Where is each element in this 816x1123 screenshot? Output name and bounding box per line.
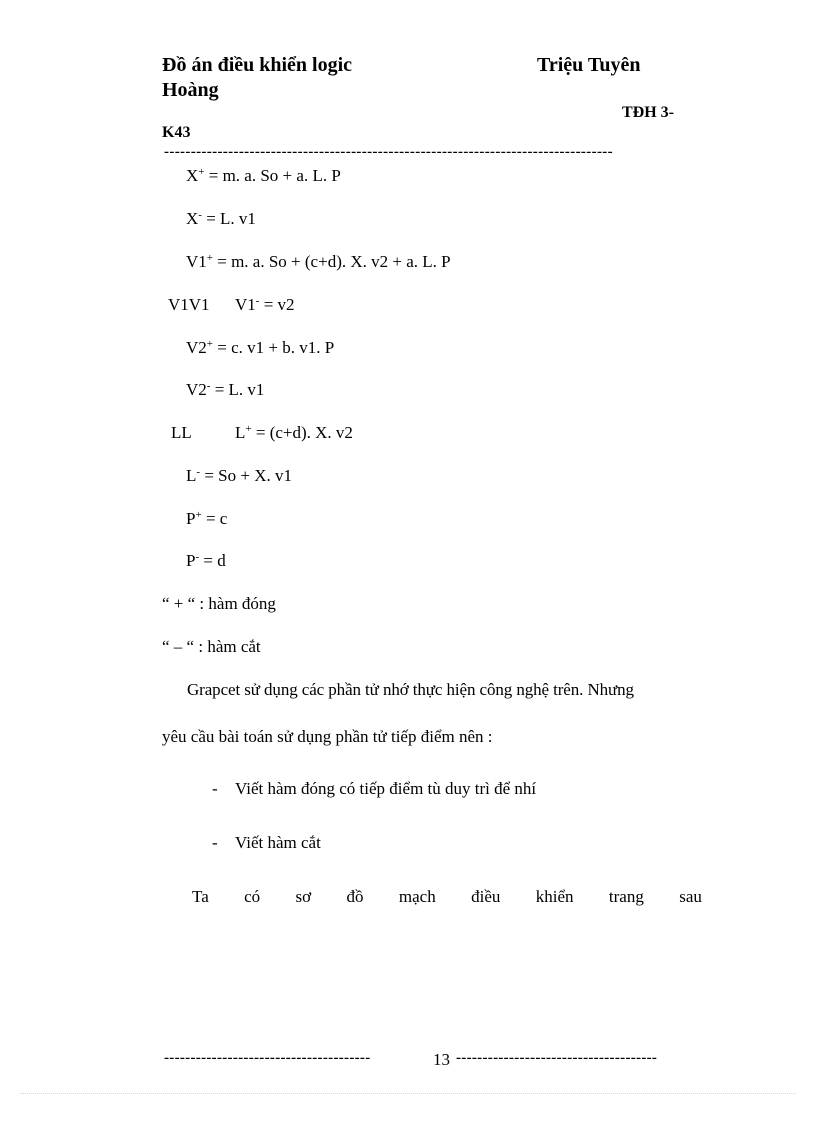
equation-v2-plus: V2+ = c. v1 + b. v1. P: [186, 338, 335, 357]
equation-v1-minus: V1- = v2: [235, 295, 295, 314]
equation-l-plus: L+ = (c+d). X. v2: [235, 423, 353, 442]
equation-x-plus: X+ = m. a. So + a. L. P: [186, 166, 341, 185]
equation-l-label: LL: [171, 423, 192, 442]
equation-p-minus: P- = d: [186, 551, 226, 570]
paragraph-line-1: Grapcet sử dụng các phần tử nhớ thực hiện công nghệ trên. Nhưng: [187, 680, 634, 699]
class-code: TĐH 3-: [622, 104, 674, 121]
word: đồ: [346, 887, 364, 906]
equation-v2-minus: V2- = L. v1: [186, 380, 265, 399]
footer-rule-right: --------------------------------------: [456, 1050, 658, 1066]
legend-cut-function: “ – “ : hàm cắt: [162, 637, 261, 656]
word: sau: [679, 887, 702, 906]
word: sơ: [295, 887, 312, 906]
footer-rule-left: ---------------------------------------: [164, 1050, 371, 1066]
word: có: [244, 887, 261, 906]
header-rule: ------------------------------------------------------------------------------------: [164, 144, 613, 160]
word: điều: [471, 887, 501, 906]
class-code-continued: K43: [162, 124, 191, 141]
page-edge-divider: [20, 1093, 796, 1094]
word: mạch: [398, 887, 436, 906]
equation-p-plus: P+ = c: [186, 509, 228, 528]
word: Ta: [192, 887, 209, 906]
word: trang: [608, 887, 644, 906]
equation-l-minus: L- = So + X. v1: [186, 466, 292, 485]
bullet-marker: -: [212, 779, 218, 798]
equation-v1-plus: V1+ = m. a. So + (c+d). X. v2 + a. L. P: [186, 252, 451, 271]
bullet-item-2: Viết hàm cắt: [235, 833, 321, 852]
paragraph-line-2: yêu cầu bài toán sử dụng phần tử tiếp điểm nên :: [162, 727, 493, 746]
document-title: Đồ án điều khiển logic: [162, 54, 353, 76]
author-name-continued: Hoàng: [162, 79, 219, 101]
page-number: 13: [433, 1050, 450, 1069]
equation-x-minus: X- = L. v1: [186, 209, 256, 228]
equation-v1-label: V1V1: [168, 295, 210, 314]
bullet-item-1: Viết hàm đóng có tiếp điểm tù duy trì để nhí: [235, 779, 537, 798]
word: khiển: [535, 887, 574, 906]
justified-line: [192, 887, 702, 907]
legend-close-function: “ + “ : hàm đóng: [162, 594, 276, 613]
bullet-marker: -: [212, 833, 218, 852]
author-name: Triệu Tuyên: [537, 54, 641, 76]
